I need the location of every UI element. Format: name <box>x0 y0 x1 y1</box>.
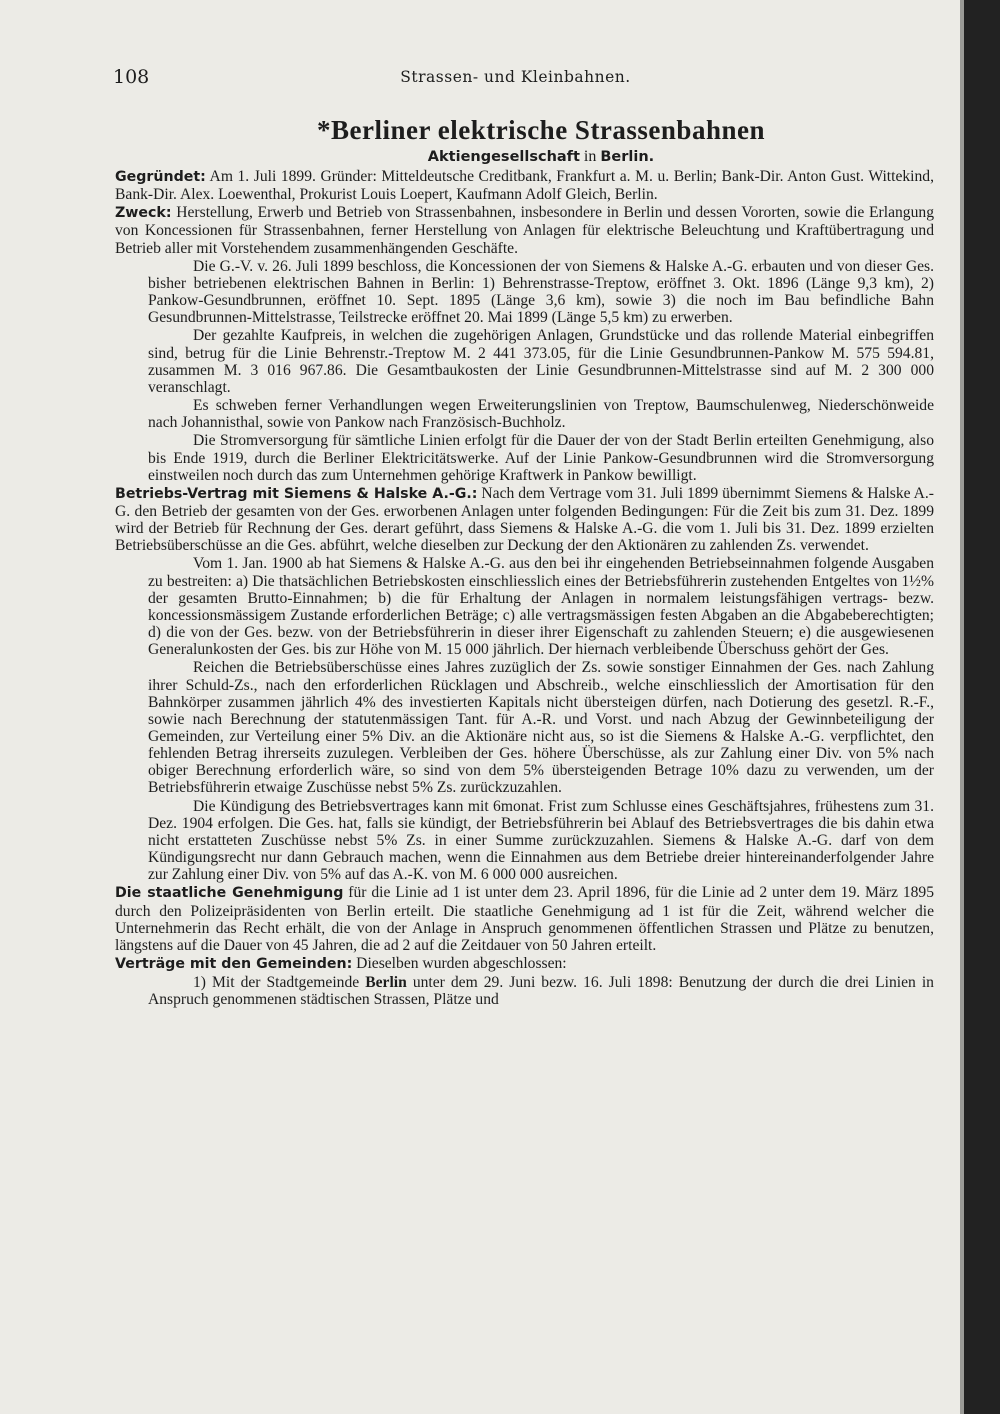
stadt-text-b: unter dem 29. Juni bezw. 16. Juli 1898: Benutzung der durch die drei Linien in Anspruch genommenen städtischen Strassen, Plätze und <box>148 974 934 1009</box>
paragraph-stadtgemeinde <box>148 974 934 1008</box>
page-number: 108 <box>113 66 150 88</box>
article-title: *Berliner elektrische Strassenbahnen <box>317 115 765 145</box>
gegruendet-label: Gegründet: <box>115 169 206 185</box>
paragraph-kaufpreis: Der gezahlte Kaufpreis, in welchen die zugehörigen Anlagen, Grundstücke und das rollende Material einbegriffen sind, betrug für die Linie Behrenstr.-Treptow M. 2 441 373.05, für die Linie Gesundbrunnen-Pankow M. 575 594.81, zusammen M. 3 016 967.86. Die Gesamtbaukosten der Linie Gesundbrunnen-Mittelstrasse sind auf M. 2 300 000 veranschlagt. <box>148 327 934 396</box>
paragraph-reichen: Reichen die Betriebsüberschüsse eines Jahres zuzüglich der Zs. sowie sonstiger Einnahmen der Ges. nach Zahlung ihrer Schuld-Zs., nach den erforderlichen Rücklagen und Abschreib., welche einschliesslich der Amortisation für den Bahnkörper zusammen jährlich 4% des investierten Kapitals nicht übersteigen dürfen, nach Dotierung des gesetzl. R.-F., sowie nach Berechnung der statutenmässigen Tant. für A.-R. und Vorst. und nach Abzug der Gewinnbeteiligung der Gemeinden, zur Verteilung einer 5% Div. an die Aktionäre nicht aus, so ist die Siemens & Halske A.-G. verpflichtet, den fehlenden Betrag ihrerseits zuzulegen. Verbleiben der Ges. höhere Überschüsse, als zur Zahlung einer Div. von 5% nach obiger Berechnung erforderlich wäre, so sind von dem 5% übersteigenden Betrage 10% dazu zu verwenden, um der Betriebsführerin etwaige Zuschüsse nebst 5% Zs. zurückzuzahlen. <box>148 659 934 797</box>
section-betriebsvertrag <box>115 485 934 555</box>
stadt-text-a: 1) Mit der Stadtgemeinde <box>193 974 366 992</box>
article <box>115 113 935 1010</box>
paragraph-kuendigung: Die Kündigung des Betriebsvertrages kann mit 6monat. Frist zum Schlusse eines Geschäftsjahres, frühestens zum 31. Dez. 1904 erfolgen. Die Ges. hat, falls sie kündigt, der Betriebsführerin bei Ablauf des Betriebsvertrages die bis dahin etwa nicht erstatteten Zuschüsse nebst 5% Zs. in einer Summe zurückzuzahlen. Siemens & Halske A.-G. darf von dem Kündigungsrecht nur dann Gebrauch machen, wenn die Einnahmen aus dem Betriebe dreier hintereinanderfolgender Jahre zur Zahlung einer Div. von 5% auf das A.-K. von M. 6 000 000 ausreichen. <box>148 797 934 884</box>
betrieb-text: Nach dem Vertrage vom 31. Juli 1899 übernimmt Siemens & Halske A.-G. den Betrieb der gesamten von der Ges. erworbenen Anlagen unter folgenden Bedingungen: Für die Zeit bis zum 31. Dez. 1899 wird der Betrieb für Rechnung der Ges. derart geführt, dass Siemens & Halske A.-G. die vom 1. Juli bis 31. Dez. 1899 erzielten Betriebsüberschüsse an die Ges. abführt, welche dieselben zur Deckung der den Aktionären zu zahlenden Zs. verwendet. <box>115 484 934 555</box>
paragraph-verhandlungen: Es schweben ferner Verhandlungen wegen Erweiterungslinien von Treptow, Baumschulenweg, Niederschönweide nach Johannisthal, sowie von Pankow nach Französisch-Buchholz. <box>148 397 934 432</box>
section-vertraege <box>115 955 934 973</box>
betrieb-label: Betriebs-Vertrag mit Siemens & Halske A.-G.: <box>115 485 478 502</box>
subtitle-in: in <box>579 148 601 165</box>
genehmigung-label: Die staatliche Genehmigung <box>115 885 344 902</box>
subtitle-city: Berlin. <box>600 149 655 165</box>
section-zweck <box>115 204 934 256</box>
section-gegruendet <box>115 168 934 203</box>
zweck-text: Herstellung, Erwerb und Betrieb von Strassenbahnen, insbesondere in Berlin und dessen Vororten, sowie die Erlangung von Koncessionen für Strassenbahnen, ferner Herstellung von Anlagen für elektrische Beleuchtung und Kraftübertragung und Betrieb aller mit Vorstehendem zusammenhängenden Geschäfte. <box>115 204 934 257</box>
section-genehmigung <box>115 884 934 954</box>
genehmigung-text: für die Linie ad 1 ist unter dem 23. April 1896, für die Linie ad 2 unter dem 19. März 1895 durch den Polizeipräsidenten von Berlin erteilt. Die staatliche Genehmigung ad 1 ist für die Zeit, während welcher die Unternehmerin das Recht erhält, die von der Anlage in Anspruch genommenen öffentlichen Strassen und Plätze zu benutzen, längstens auf die Dauer von 45 Jahren, die ad 2 auf die Zeitdauer von 50 Jahren erteilt. <box>115 884 935 954</box>
vertraege-label: Verträge mit den Gemeinden: <box>115 956 353 973</box>
scan-edge-dark <box>964 0 1000 1414</box>
article-subtitle <box>148 147 934 167</box>
paragraph-gv: Die G.-V. v. 26. Juli 1899 beschloss, die Koncessionen der von Siemens & Halske A.-G. erbauten und von dieser Ges. bisher betriebenen elektrischen Bahnen in Berlin: 1) Behrenstrasse-Treptow, eröffnet 3. Okt. 1896 (Länge 9,3 km), 2) Pankow-Gesundbrunnen, eröffnet 10. Sept. 1895 (Länge 3,6 km), sowie 3) die noch im Bau befindliche Bahn Gesundbrunnen-Mittelstrasse, Teilstrecke eröffnet 20. Mai 1899 (Länge 5,5 km) zu erwerben. <box>148 257 934 327</box>
gegruendet-text: Am 1. Juli 1899. Gründer: Mitteldeutsche Creditbank, Frankfurt a. M. u. Berlin; Bank-Dir. Anton Gust. Wittekind, Bank-Dir. Alex. Loewenthal, Prokurist Louis Loepert, Kaufmann Adolf Gleich, Berlin. <box>115 168 934 204</box>
page-header <box>113 66 918 96</box>
paragraph-stromversorgung: Die Stromversorgung für sämtliche Linien erfolgt für die Dauer der von der Stadt Berlin erteilten Genehmigung, also bis Ende 1919, durch die Berliner Elektricitätswerke. Auf der Linie Pankow-Gesundbrunnen wird die Stromversorgung einstweilen noch durch das zum Unternehmen gehörige Kraftwerk in Pankow bewilligt. <box>148 432 934 484</box>
subtitle-company: Aktiengesellschaft <box>427 149 580 165</box>
vertraege-text: Dieselben wurden abgeschlossen: <box>352 955 567 973</box>
running-title: Strassen- und Kleinbahnen. <box>400 68 631 86</box>
stadt-city: Berlin <box>365 974 407 992</box>
zweck-label: Zweck: <box>115 205 172 222</box>
paragraph-1900: Vom 1. Jan. 1900 ab hat Siemens & Halske A.-G. aus den bei ihr eingehenden Betriebseinnahmen folgende Ausgaben zu bestreiten: a) Die thatsächlichen Betriebskosten einschliesslich eines der Betriebsführerin zustehenden Entgeltes von 1½% der gesamten Brutto-Einnahmen; b) die für Erhaltung der Anlagen in normalem leistungsfähigen vertrags- bezw. koncessionsmässigem Zustande erforderlichen Beträge; c) alle vertragsmässigen festen Abgaben an die Abgabeberechtigten; d) die von der Ges. bezw. von der Betriebsführerin in dieser ihrer Eigenschaft zu zahlenden Steuern; e) die ausgewiesenen Generalunkosten der Ges. bis zur Höhe von M. 15 000 jährlich. Der hiernach verbleibende Überschuss gehört der Ges. <box>148 555 934 659</box>
